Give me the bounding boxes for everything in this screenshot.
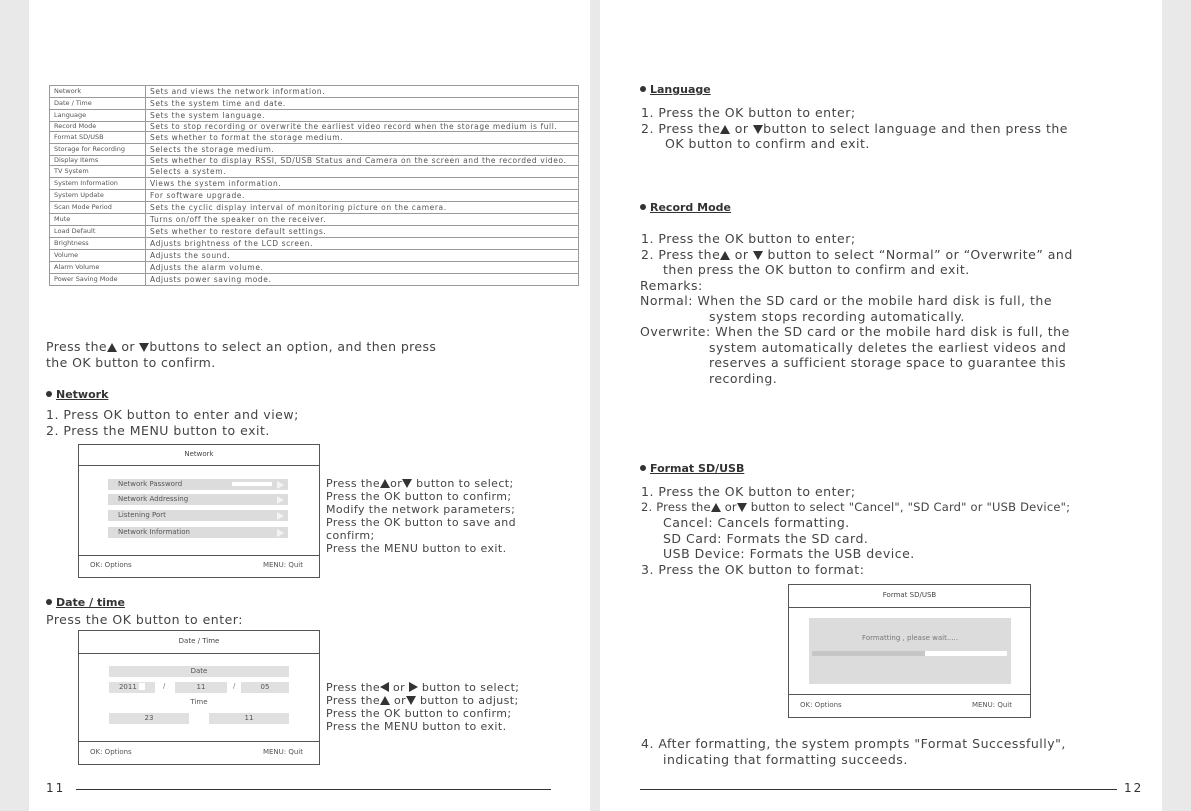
up-arrow-icon (720, 125, 730, 134)
month-field[interactable]: 11 (175, 682, 227, 693)
page-number: 11 (46, 781, 66, 795)
table-row (50, 122, 579, 132)
network-screen (78, 444, 320, 578)
table-row (50, 132, 579, 144)
menu-item-network-password[interactable]: Network Password (108, 479, 288, 490)
arrow-right-icon (277, 529, 284, 537)
menu-item-listening-port[interactable]: Listening Port (108, 510, 288, 521)
up-arrow-icon (711, 503, 721, 512)
footer-options: OK: Options (90, 748, 132, 756)
up-arrow-icon (380, 696, 390, 705)
format-steps: 1. Press the OK button to enter; 2. Press the or button to select "Cancel", "SD Card" or "USB Device"; Cancel: Cancels formatting. SD Card: Formats the SD card. USB Device: Formats the USB device. 3. Press the OK button to format: (641, 484, 1071, 577)
table-row (50, 238, 579, 250)
setting-name: Record Mode (50, 122, 146, 132)
setting-name: System Update (50, 190, 146, 202)
setting-description: Sets whether to restore default settings. (146, 226, 579, 238)
bullet-icon (640, 204, 646, 210)
bullet-icon (640, 465, 646, 471)
setting-name: Load Default (50, 226, 146, 238)
setting-name: Mute (50, 214, 146, 226)
table-row (50, 214, 579, 226)
divider (79, 741, 319, 742)
right-page (600, 0, 1162, 811)
setting-description: Sets and views the network information. (146, 86, 579, 98)
spinner-icon (139, 683, 145, 690)
bullet-icon (46, 599, 52, 605)
record-mode-steps: 1. Press the OK button to enter; 2. Press the or button to select “Normal” or “Overwrite” and then press the OK button to confirm and exit. Remarks: Normal: When the SD card or the mobile hard disk is full, the system stops recording automatically. Overwrite: When the SD card or the mobile hard disk is full, the system automatically deletes the earliest videos and reserves a sufficient storage space to guarantee this recording. (640, 231, 1073, 386)
table-row (50, 144, 579, 156)
up-arrow-icon (720, 251, 730, 260)
language-steps: 1. Press the OK button to enter; 2. Press the or button to select language and then press the OK button to confirm and exit. (641, 105, 1068, 151)
up-arrow-icon (107, 343, 117, 352)
down-arrow-icon (753, 251, 763, 260)
divider (789, 694, 1030, 695)
datetime-side-instructions: Press the or button to select; Press the or button to adjust; Press the OK button to confirm; Press the MENU button to exit. (326, 681, 520, 733)
setting-description: Sets whether to format the storage medium. (146, 132, 579, 144)
date-label: Date (109, 666, 289, 677)
table-row (50, 274, 579, 286)
setting-name: TV System (50, 166, 146, 178)
arrow-right-icon (277, 496, 284, 504)
setting-description: Adjusts brightness of the LCD screen. (146, 238, 579, 250)
format-heading: Format SD/USB (640, 462, 744, 475)
divider (79, 653, 319, 654)
setting-name: Language (50, 110, 146, 122)
password-field (232, 482, 272, 486)
table-row (50, 178, 579, 190)
progress-message: Formatting , please wait..... (862, 634, 958, 642)
table-row (50, 226, 579, 238)
table-row (50, 166, 579, 178)
table-row (50, 156, 579, 166)
year-field[interactable]: 2011 (109, 682, 155, 693)
table-row (50, 250, 579, 262)
setting-name: Volume (50, 250, 146, 262)
down-arrow-icon (737, 503, 747, 512)
footer-options: OK: Options (800, 701, 842, 709)
setting-description: Sets to stop recording or overwrite the earliest video record when the storage medium is full. (146, 122, 579, 132)
footer-quit: MENU: Quit (262, 748, 303, 756)
setting-description: For software upgrade. (146, 190, 579, 202)
footer-options: OK: Options (90, 561, 132, 569)
day-field[interactable]: 05 (241, 682, 289, 693)
menu-item-network-addressing[interactable]: Network Addressing (108, 494, 288, 505)
right-arrow-icon (409, 682, 418, 692)
network-side-instructions: Press the or button to select; Press the OK button to confirm; Modify the network parameters; Press the OK button to save and confirm; Press the MENU button to exit. (326, 477, 517, 555)
setting-description: Adjusts the alarm volume. (146, 262, 579, 274)
settings-table (49, 85, 579, 286)
page-number: 12 (1124, 781, 1144, 795)
divider (79, 465, 319, 466)
table-row (50, 190, 579, 202)
screen-title: Network (184, 450, 214, 458)
table-row (50, 86, 579, 98)
datetime-instruction: Press the OK button to enter: (46, 612, 243, 627)
format-result: 4. After formatting, the system prompts "Format Successfully", indicating that formatting succeeds. (641, 736, 1066, 767)
arrow-right-icon (277, 512, 284, 520)
setting-name: Date / Time (50, 98, 146, 110)
network-heading: Network (46, 388, 108, 401)
table-row (50, 110, 579, 122)
bullet-icon (46, 391, 52, 397)
left-arrow-icon (380, 682, 389, 692)
table-row (50, 202, 579, 214)
setting-name: Brightness (50, 238, 146, 250)
setting-name: Power Saving Mode (50, 274, 146, 286)
bullet-icon (640, 86, 646, 92)
down-arrow-icon (139, 343, 149, 352)
datetime-heading: Date / time (46, 596, 125, 609)
menu-item-network-information[interactable]: Network Information (108, 527, 288, 538)
setting-name: Alarm Volume (50, 262, 146, 274)
intro-text: Press the or buttons to select an option, and then press the OK button to confirm. (46, 339, 437, 370)
screen-title: Date / Time (178, 637, 220, 645)
progress-bar (812, 651, 1007, 656)
setting-description: Views the system information. (146, 178, 579, 190)
setting-description: Sets whether to display RSSI, SD/USB Status and Camera on the screen and the recorded video. (146, 156, 579, 166)
footer-rule (640, 789, 1117, 790)
divider (789, 607, 1030, 608)
setting-description: Adjusts the sound. (146, 250, 579, 262)
hour-field[interactable]: 23 (109, 713, 189, 724)
time-label: Time (109, 697, 289, 708)
format-screen (788, 584, 1031, 718)
setting-name: Format SD/USB (50, 132, 146, 144)
language-heading: Language (640, 83, 711, 96)
down-arrow-icon (406, 696, 416, 705)
arrow-right-icon (277, 481, 284, 489)
setting-name: System Information (50, 178, 146, 190)
setting-name: Storage for Recording (50, 144, 146, 156)
divider (79, 555, 319, 556)
table-row (50, 262, 579, 274)
setting-name: Network (50, 86, 146, 98)
screen-title: Format SD/USB (882, 591, 937, 599)
setting-description: Selects a system. (146, 166, 579, 178)
left-page (29, 0, 590, 811)
setting-description: Adjusts power saving mode. (146, 274, 579, 286)
setting-description: Selects the storage medium. (146, 144, 579, 156)
down-arrow-icon (753, 125, 763, 134)
setting-description: Sets the system language. (146, 110, 579, 122)
network-steps: 1. Press OK button to enter and view; 2. Press the MENU button to exit. (46, 407, 299, 438)
progress-fill (812, 651, 925, 656)
datetime-screen: Date / Time Date 2011 / 11 / 05 Time 23 11 OK: Options MENU: Quit (78, 630, 320, 765)
setting-description: Turns on/off the speaker on the receiver. (146, 214, 579, 226)
setting-name: Scan Mode Period (50, 202, 146, 214)
table-row (50, 98, 579, 110)
minute-field[interactable]: 11 (209, 713, 289, 724)
footer-quit: MENU: Quit (971, 701, 1012, 709)
setting-description: Sets the cyclic display interval of monitoring picture on the camera. (146, 202, 579, 214)
progress-panel (809, 618, 1011, 684)
down-arrow-icon (402, 479, 412, 488)
up-arrow-icon (380, 479, 390, 488)
setting-description: Sets the system time and date. (146, 98, 579, 110)
footer-quit: MENU: Quit (262, 561, 303, 569)
footer-rule (76, 789, 551, 790)
setting-name: Display Items (50, 156, 146, 166)
record-mode-heading: Record Mode (640, 201, 731, 214)
